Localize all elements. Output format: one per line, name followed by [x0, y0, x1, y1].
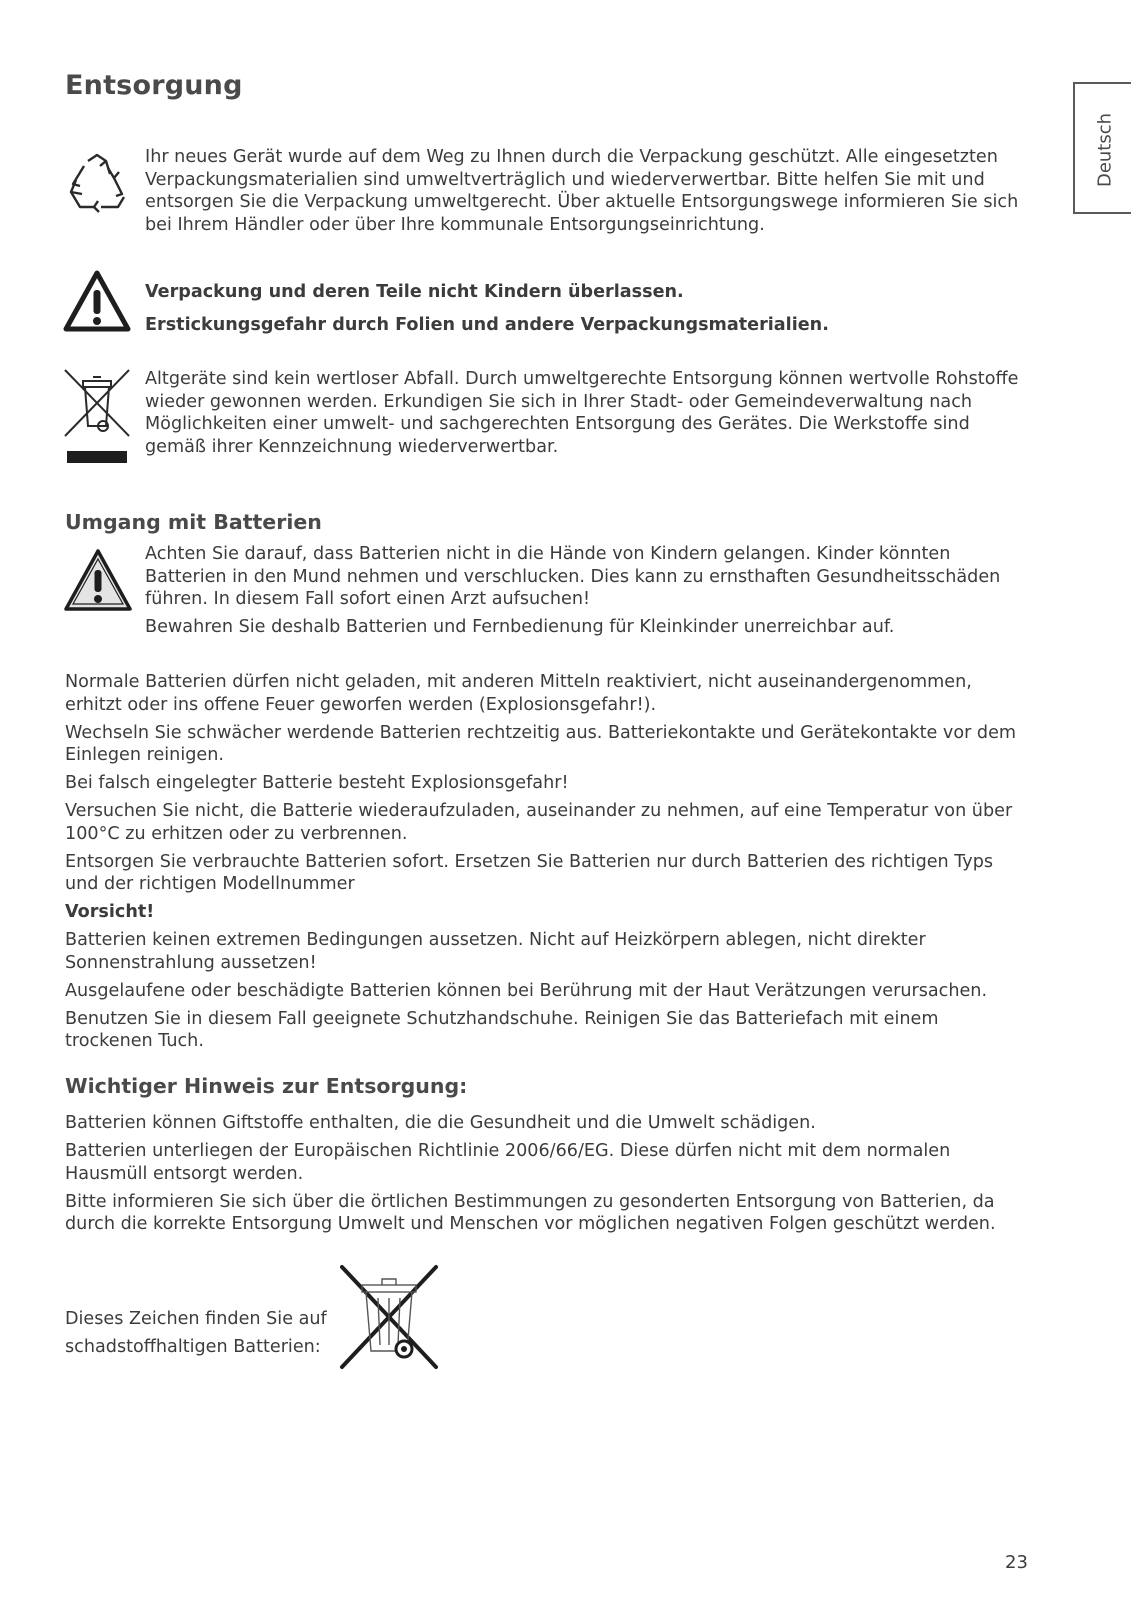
weee-text-block: [145, 368, 1030, 458]
disposal-note-heading: Wichtiger Hinweis zur Entsorgung:: [65, 1074, 468, 1098]
battery-sign-line-1: Dieses Zeichen finden Sie auf: [65, 1309, 327, 1329]
packaging-text: Ihr neues Gerät wurde auf dem Weg zu Ihnen durch die Verpackung geschützt. Alle eingesetzten Verpackungsmaterialien sind umweltverträglich und wiederverwertbar. Bitte helfen Sie mit und entsorgen Sie die Verpackung umweltgerecht. Über aktuelle Entsorgungswege informieren Sie sich bei Ihrem Händler oder über Ihre kommunale Entsorgungseinrichtung.: [145, 147, 1019, 235]
language-tab-label: Deutsch: [1094, 112, 1116, 188]
warning-line-1: Verpackung und deren Teile nicht Kindern überlassen.: [145, 282, 684, 302]
page-number: 23: [1005, 1552, 1028, 1573]
disposal-paragraph: Bitte informieren Sie sich über die örtlichen Bestimmungen zu gesonderten Entsorgung von Batterien, da durch die korrekte Entsorgung Umwelt und Menschen vor möglichen negativen Folgen geschützt werden.: [65, 1191, 996, 1234]
disposal-paragraph: Batterien können Giftstoffe enthalten, die die Gesundheit und die Umwelt schädigen.: [65, 1113, 816, 1133]
crossed-bin-icon: [63, 368, 131, 466]
battery-paragraph: Versuchen Sie nicht, die Batterie wiederaufzuladen, auseinander zu nehmen, auf eine Temperatur von über 100°C zu erhitzen oder zu verbrennen.: [65, 801, 1013, 844]
battery-paragraph: Benutzen Sie in diesem Fall geeignete Schutzhandschuhe. Reinigen Sie das Batteriefach mit einem trockenen Tuch.: [65, 1008, 939, 1051]
warning-triangle-icon: [63, 270, 131, 332]
page-title: Entsorgung: [65, 70, 243, 101]
battery-paragraph: Batterien keinen extremen Bedingungen aussetzen. Nicht auf Heizkörpern ablegen, nicht direkter Sonnenstrahlung aussetzen!: [65, 930, 926, 973]
packaging-text-block: [145, 146, 1030, 236]
language-tab: [1073, 82, 1131, 214]
battery-sign-line-2: schadstoffhaltigen Batterien:: [65, 1337, 321, 1357]
crossed-bin-icon: [338, 1263, 440, 1371]
battery-paragraph: Bei falsch eingelegter Batterie besteht Explosionsgefahr!: [65, 773, 569, 793]
disposal-note-block: [65, 1112, 1030, 1241]
battery-warning-block: [145, 543, 1030, 639]
warning-triangle-icon: [63, 547, 133, 613]
batteries-heading: Umgang mit Batterien: [65, 510, 322, 534]
battery-sign-caption: [65, 1305, 345, 1361]
battery-paragraph: Ausgelaufene oder beschädigte Batterien können bei Berührung mit der Haut Verätzungen verursachen.: [65, 980, 988, 1001]
recycle-icon: [64, 152, 130, 214]
battery-instructions: [65, 671, 1030, 1058]
battery-paragraph: Wechseln Sie schwächer werdende Batterien rechtzeitig aus. Batteriekontakte und Gerätekontakte vor dem Einlegen reinigen.: [65, 722, 1017, 765]
caution-label: Vorsicht!: [65, 902, 155, 922]
battery-paragraph: Normale Batterien dürfen nicht geladen, mit anderen Mitteln reaktiviert, nicht auseinandergenommen, erhitzt oder ins offene Feuer geworfen werden (Explosionsgefahr!).: [65, 672, 972, 715]
warning-line-2: Erstickungsgefahr durch Folien und andere Verpackungsmaterialien.: [145, 315, 829, 335]
battery-paragraph: Entsorgen Sie verbrauchte Batterien sofort. Ersetzen Sie Batterien nur durch Batterien des richtigen Typs und der richtigen Modellnummer: [65, 851, 994, 894]
weee-text: Altgeräte sind kein wertloser Abfall. Durch umweltgerechte Entsorgung können wertvolle Rohstoffe wieder gewonnen werden. Erkundigen Sie sich in Ihrer Stadt- oder Gemeindeverwaltung nach Möglichkeiten einer umwelt- und sachgerechten Entsorgung des Gerätes. Die Werkstoffe sind gemäß ihrer Kennzeichnung wiederverwertbar.: [145, 369, 1019, 457]
battery-warning-p1: Achten Sie darauf, dass Batterien nicht in die Hände von Kindern gelangen. Kinder könnten Batterien in den Mund nehmen und verschlucken. Dies kann zu ernsthaften Gesundheitsschäden führen. In diesem Fall sofort einen Arzt aufsuchen!: [145, 544, 1001, 609]
disposal-paragraph: Batterien unterliegen der Europäischen Richtlinie 2006/66/EG. Diese dürfen nicht mit dem normalen Hausmüll entsorgt werden.: [65, 1141, 951, 1184]
battery-warning-p2: Bewahren Sie deshalb Batterien und Fernbedienung für Kleinkinder unerreichbar auf.: [145, 617, 895, 637]
